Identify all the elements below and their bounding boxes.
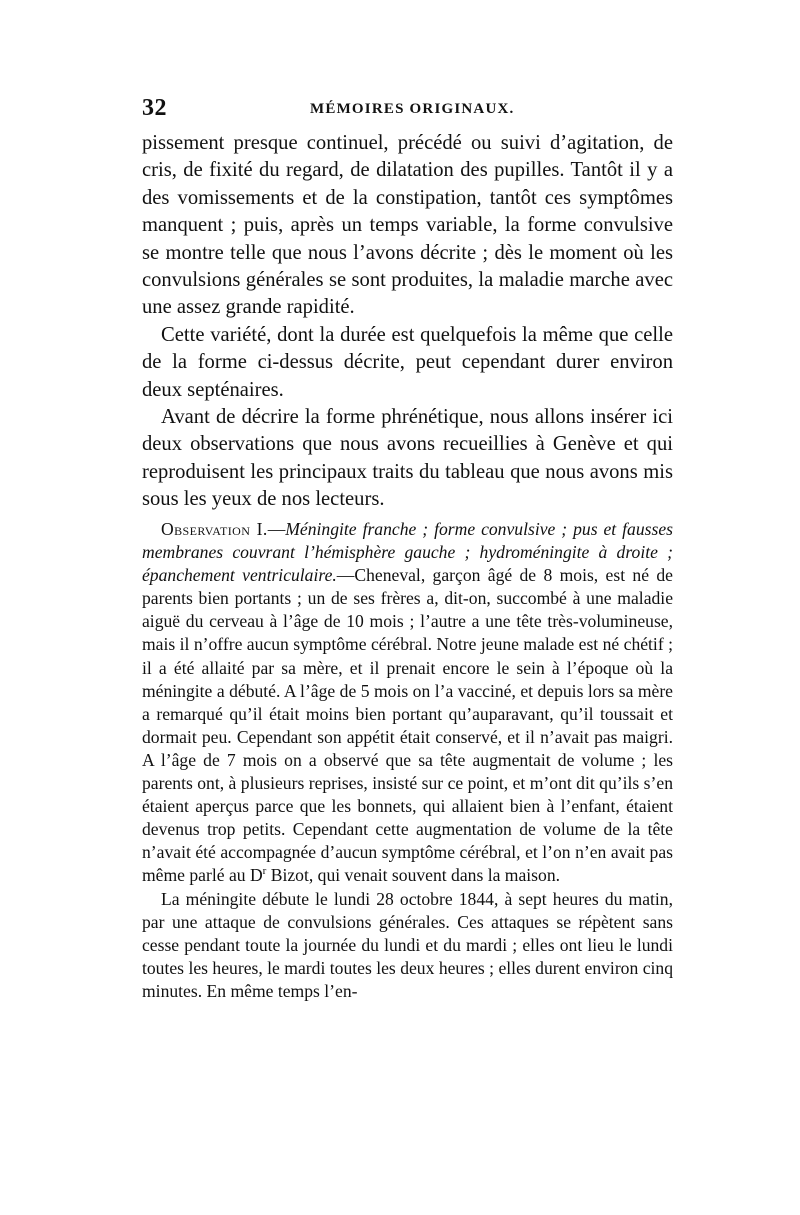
page-header (142, 95, 672, 123)
observation-paragraph-onset: La méningite débute le lundi 28 octobre 1844, à sept heures du matin, par une attaque de convulsions générales. Ces attaques se répètent sans cesse pendant toute la journée du lundi et du mardi ; elles ont lieu le lundi toutes les heures, le mardi toutes les deux heures ; elles durent environ cinq minutes. En même temps l’en- (142, 888, 673, 1001)
paragraph-introduction-observations: Avant de décrire la forme phrénétique, nous allons insérer ici deux observations que nous avons recueillies à Genève et qui reproduisent les principaux traits du tableau que nous avons mis sous les yeux de nos lecteurs. (142, 406, 673, 511)
paragraph-variety-duration: Cette variété, dont la durée est quelquefois la même que celle de la forme ci-dessus décrite, peut cependant durer environ deux septénaires. (142, 323, 673, 401)
observation-history-text-end: Bizot, qui venait souvent dans la maison. (266, 865, 561, 886)
observation-history-text: Cheneval, garçon âgé de 8 mois, est né de parents bien portants ; un de ses frères a, dit-on, succombé à une maladie aiguë du cerveau à l’âge de 10 mois ; l’autre a une tête très-volumineuse, mais il n’offre aucun symptôme cérébral. Notre jeune malade est né chétif ; il a été allaité par sa mère, et il prenait encore le sein à l’époque où la méningite a débuté. A l’âge de 5 mois on l’a vacciné, et depuis lors sa mère a remarqué qu’il était moins bien portant qu’auparavant, qu’il toussait et dormait peu. Cependant son appétit était conservé, et il n’avait pas maigri. A l’âge de 7 mois on a observé que sa tête augmentait de volume ; les parents ont, à plusieurs reprises, insisté sur ce point, et m’ont dit qu’ils s’en étaient aperçus parce que les bonnets, qui allaient bien à l’enfant, étaient devenus trop petits. Cependant cette augmentation de volume de la tête n’avait été accompagnée d’aucun symptôme cérébral, et l’on n’en avait pas même parlé au D (142, 565, 673, 886)
running-head: MÉMOIRES ORIGINAUX. (310, 101, 515, 117)
observation-summary: Méningite franche ; forme convulsive ; pus et fausses membranes couvrant l’hémisphère gauche ; hydroméningite à droite ; épanchement ventriculaire. (142, 519, 673, 586)
observation-dash: — (267, 519, 286, 539)
observation-paragraph-history (142, 518, 673, 888)
main-text (142, 130, 673, 514)
observation-1 (142, 518, 673, 1003)
doctor-abbreviation-superscript: r (262, 865, 267, 878)
paragraph-continuation: pissement presque continuel, précédé ou suivi d’agitation, de cris, de fixité du regard, de dilatation des pupilles. Tantôt il y a des vomissements et de la constipation, tantôt ces symptômes manquent ; puis, après un temps variable, la forme convulsive se montre telle que nous l’avons décrite ; dès le moment où les convulsions générales se sont produites, la maladie marche avec une assez grande rapidité. (142, 132, 673, 319)
observation-label: Observation I. (161, 519, 268, 539)
observation-dash-2: — (336, 565, 355, 586)
page-number: 32 (142, 95, 167, 121)
